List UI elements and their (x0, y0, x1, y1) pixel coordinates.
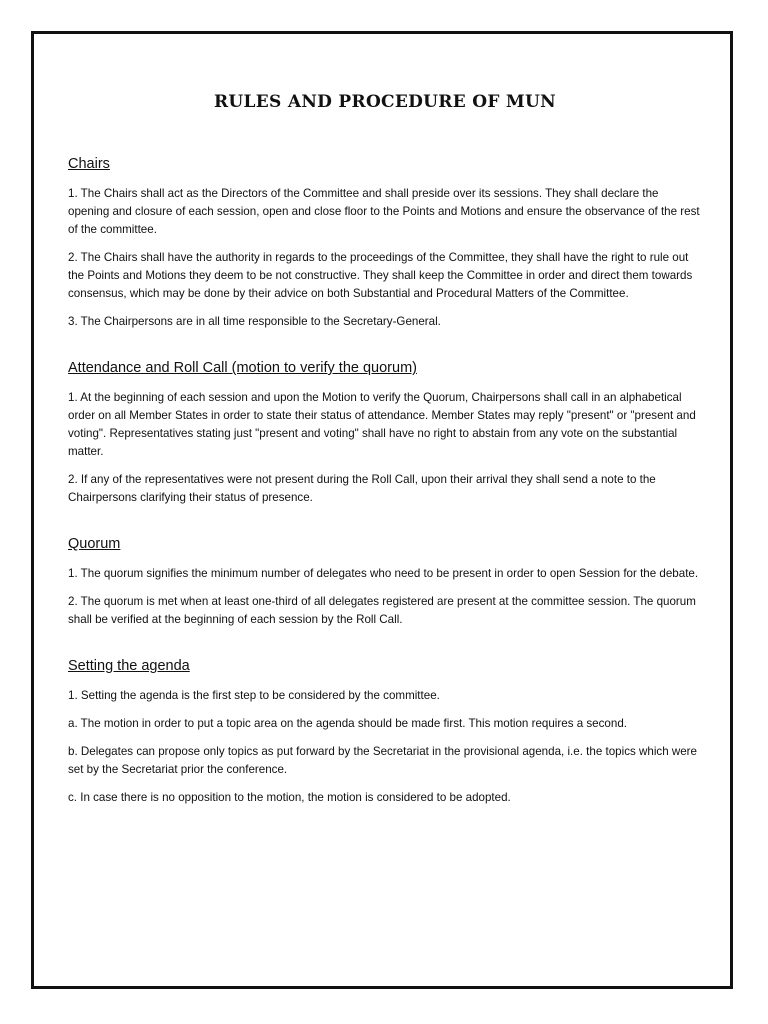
paragraph: b. Delegates can propose only topics as put forward by the Secretariat in the provisional agenda, i.e. the topics which were set by the Secretariat prior the conference. (68, 745, 697, 776)
section-heading: Quorum (68, 536, 121, 552)
document-body (68, 92, 702, 836)
document-title: RULES AND PROCEDURE OF MUN (213, 92, 556, 112)
paragraph: 2. The quorum is met when at least one-third of all delegates registered are present at the committee session. The quorum shall be verified at the beginning of each session by the Roll Call. (68, 595, 696, 626)
section-attendance-roll-call (68, 360, 702, 507)
paragraph: c. In case there is no opposition to the motion, the motion is considered to be adopted. (68, 791, 511, 804)
paragraph: 1. At the beginning of each session and upon the Motion to verify the Quorum, Chairpersons shall call in an alphabetical order on all Member States in order to state their status of attendance. Member States may reply "present" or "present and voting". Representatives stating just "present and voting" shall have no right to abstain from any vote on the substantial matter. (68, 391, 696, 458)
section-heading: Setting the agenda (68, 658, 190, 674)
section-setting-the-agenda (68, 658, 702, 807)
section-heading: Chairs (68, 156, 110, 172)
paragraph: 1. Setting the agenda is the first step to be considered by the committee. (68, 689, 440, 702)
paragraph: 1. The quorum signifies the minimum number of delegates who need to be present in order to open Session for the debate. (68, 567, 699, 580)
paragraph: 2. If any of the representatives were not present during the Roll Call, upon their arrival they shall send a note to the Chairpersons clarifying their status of presence. (68, 473, 656, 504)
paragraph: 2. The Chairs shall have the authority in regards to the proceedings of the Committee, they shall have the right to rule out the Points and Motions they deem to be not constructive. They shall keep the Committee in order and direct them towards consensus, which may be done by their advice on both Substantial and Procedural Matters of the Committee. (68, 251, 693, 300)
paragraph: 1. The Chairs shall act as the Directors of the Committee and shall preside over its sessions. They shall declare the opening and closure of each session, open and close floor to the Points and Motions and ensure the observance of the rest of the committee. (68, 187, 700, 236)
section-quorum (68, 536, 702, 629)
section-heading: Attendance and Roll Call (motion to verify the quorum) (68, 360, 417, 376)
section-chairs (68, 156, 702, 331)
paragraph: 3. The Chairpersons are in all time responsible to the Secretary-General. (68, 315, 441, 328)
paragraph: a. The motion in order to put a topic area on the agenda should be made first. This motion requires a second. (68, 717, 627, 730)
